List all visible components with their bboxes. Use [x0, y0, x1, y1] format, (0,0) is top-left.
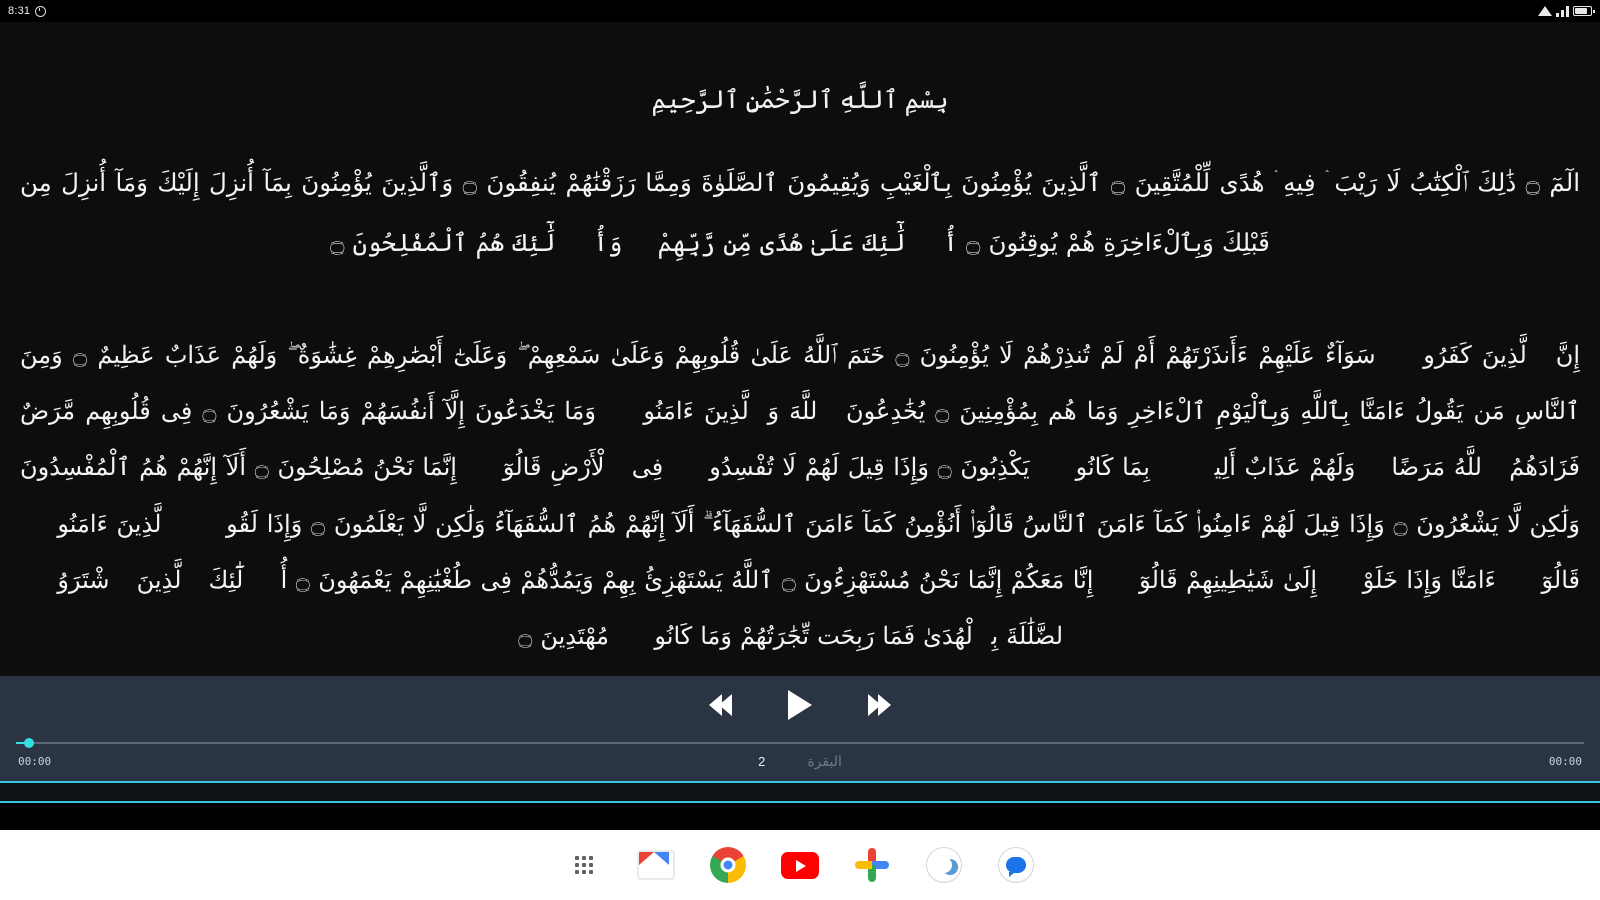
play-icon [788, 690, 812, 720]
status-bar-left [8, 5, 46, 17]
clock-icon[interactable] [923, 844, 965, 886]
messages-icon[interactable] [995, 844, 1037, 886]
chrome-icon[interactable] [707, 844, 749, 886]
battery-icon [1573, 6, 1592, 16]
transport-controls [0, 676, 1600, 734]
page-info [16, 753, 1584, 770]
elapsed-time: 00:00 [18, 755, 52, 768]
audio-player-bar [0, 676, 1600, 781]
surah-name: البقرة [807, 753, 842, 769]
alarm-icon [35, 6, 46, 17]
wifi-icon [1538, 6, 1552, 16]
clock-circle-icon [926, 847, 962, 883]
forward-button[interactable] [868, 694, 891, 716]
ayah-block: إِنَّ ٱلَّذِينَ كَفَرُوا۟ سَوَآءٌ عَلَيْهِمْ ءَأَنذَرْتَهُمْ أَمْ لَمْ تُنذِرْهُمْ لَا يُؤْمِنُونَ ۝ خَتَمَ ٱللَّهُ عَلَىٰ قُلُوبِهِمْ وَعَلَىٰ سَمْعِهِمْ ۖ وَعَلَىٰٓ أَبْصَٰرِهِمْ غِشَٰوَةٌ ۖ وَلَهُمْ عَذَابٌ عَظِيمٌ ۝ وَمِنَ ٱلنَّاسِ مَن يَقُولُ ءَامَنَّا بِٱللَّهِ وَبِٱلْيَوْمِ ٱلْءَاخِرِ وَمَا هُم بِمُؤْمِنِينَ ۝ يُخَٰدِعُونَ ٱللَّهَ وَٱلَّذِينَ ءَامَنُوا۟ وَمَا يَخْدَعُونَ إِلَّآ أَنفُسَهُمْ وَمَا يَشْعُرُونَ ۝ فِى قُلُوبِهِم مَّرَضٌ فَزَادَهُمُ ٱللَّهُ مَرَضًا ۖ وَلَهُمْ عَذَابٌ أَلِيمٌۢ بِمَا كَانُوا۟ يَكْذِبُونَ ۝ وَإِذَا قِيلَ لَهُمْ لَا تُفْسِدُوا۟ فِى ٱلْأَرْضِ قَالُوٓا۟ إِنَّمَا نَحْنُ مُصْلِحُونَ ۝ أَلَآ إِنَّهُمْ هُمُ ٱلْمُفْسِدُونَ وَلَٰكِن لَّا يَشْعُرُونَ ۝ وَإِذَا قِيلَ لَهُمْ ءَامِنُوا۟ كَمَآ ءَامَنَ ٱلنَّاسُ قَالُوٓا۟ أَنُؤْمِنُ كَمَآ ءَامَنَ ٱلسُّفَهَآءُ ۗ أَلَآ إِنَّهُمْ هُمُ ٱلسُّفَهَآءُ وَلَٰكِن لَّا يَعْلَمُونَ ۝ وَإِذَا لَقُوا۟ ٱلَّذِينَ ءَامَنُوا۟ قَالُوٓا۟ ءَامَنَّا وَإِذَا خَلَوْا۟ إِلَىٰ شَيَٰطِينِهِمْ قَالُوٓا۟ إِنَّا مَعَكُمْ إِنَّمَا نَحْنُ مُسْتَهْزِءُونَ ۝ ٱللَّهُ يَسْتَهْزِئُ بِهِمْ وَيَمُدُّهُمْ فِى طُغْيَٰنِهِمْ يَعْمَهُونَ ۝ أُو۟لَٰٓئِكَ ٱلَّذِينَ ٱشْتَرَوُا۟ ٱلضَّلَٰلَةَ بِٱلْهُدَىٰ فَمَا رَبِحَت تِّجَٰرَتُهُمْ وَمَا كَانُوا۟ مُهْتَدِينَ ۝ [20, 342, 1581, 651]
rewind-button[interactable] [709, 694, 732, 716]
google-photos-icon[interactable] [851, 844, 893, 886]
taskbar [0, 830, 1600, 900]
page-number: 2 [758, 754, 766, 769]
youtube-icon[interactable] [779, 844, 821, 886]
app-drawer-icon[interactable] [563, 844, 605, 886]
status-bar-right [1538, 6, 1592, 17]
seek-bar[interactable] [16, 734, 1584, 752]
fast-forward-icon [868, 694, 891, 716]
time-row [16, 752, 1584, 774]
play-button[interactable] [788, 690, 812, 720]
screen-gap [0, 803, 1600, 830]
basmala-line: بِسْمِ ٱللَّهِ ٱلرَّحْمَٰنِ ٱلرَّحِيمِ [651, 87, 949, 114]
cellular-signal-icon [1556, 6, 1569, 17]
total-time: 00:00 [1548, 755, 1582, 768]
seek-thumb[interactable] [24, 738, 34, 748]
messages-circle-icon [998, 847, 1034, 883]
quran-page-view[interactable] [0, 22, 1600, 676]
status-clock: 8:31 [8, 5, 31, 17]
rewind-icon [709, 694, 732, 716]
gmail-envelope-icon [637, 850, 675, 880]
ayah-block: الٓمٓ ۝ ذَٰلِكَ ٱلْكِتَٰبُ لَا رَيْبَ ۛ فِيهِ ۛ هُدًى لِّلْمُتَّقِينَ ۝ ٱلَّذِينَ يُؤْمِنُونَ بِٱلْغَيْبِ وَيُقِيمُونَ ٱلصَّلَوٰةَ وَمِمَّا رَزَقْنَٰهُمْ يُنفِقُونَ ۝ وَٱلَّذِينَ يُؤْمِنُونَ بِمَآ أُنزِلَ إِلَيْكَ وَمَآ أُنزِلَ مِن قَبْلِكَ وَبِٱلْءَاخِرَةِ هُمْ يُوقِنُونَ ۝ أُو۟لَٰٓئِكَ عَلَىٰ هُدًى مِّن رَّبِّهِمْ ۖ وَأُو۟لَٰٓئِكَ هُمُ ٱلْمُفْلِحُونَ ۝ [20, 169, 1581, 257]
youtube-play-icon [781, 852, 819, 879]
accent-divider [0, 781, 1600, 803]
gmail-icon[interactable] [635, 844, 677, 886]
status-bar [0, 0, 1600, 22]
seek-track [16, 742, 1584, 744]
grid-dots [575, 856, 593, 874]
photos-pinwheel-icon [855, 848, 889, 882]
chrome-circle-icon [710, 847, 746, 883]
